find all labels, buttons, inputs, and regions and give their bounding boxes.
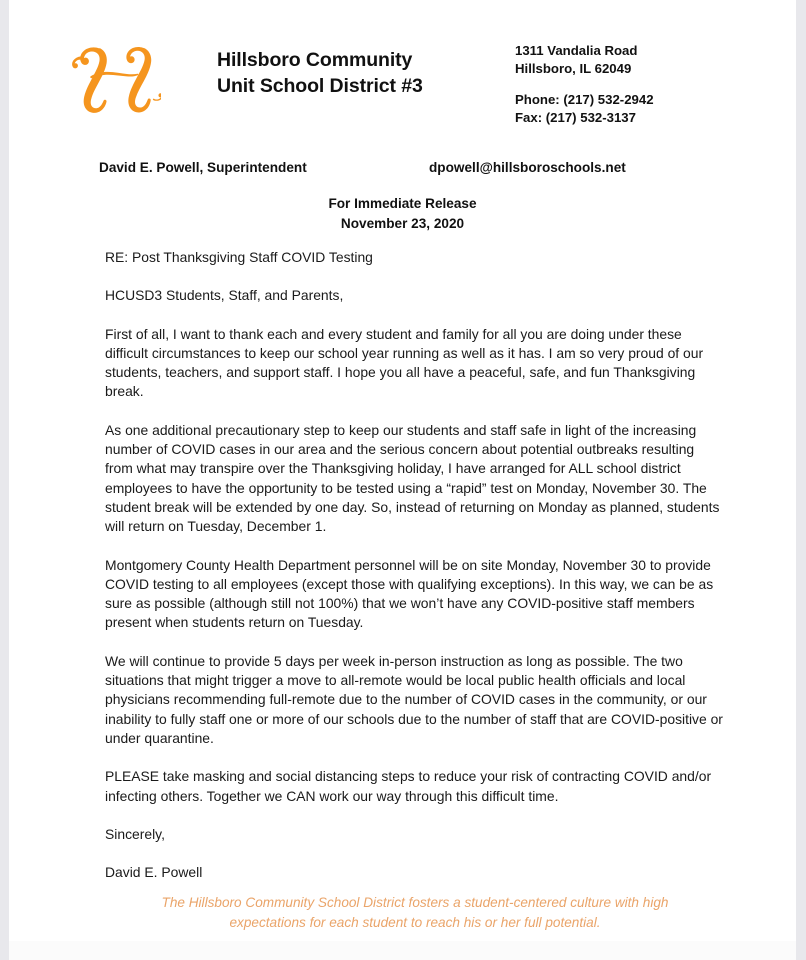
district-tagline-line1: The Hillsboro Community School District fosters a student-centered culture with high <box>161 895 669 910</box>
address-block <box>515 42 654 126</box>
superintendent-email[interactable]: dpowell@hillsboroschools.net <box>429 160 626 175</box>
district-tagline <box>105 893 725 933</box>
address-street: 1311 Vandalia Road <box>515 43 638 58</box>
letterhead <box>9 0 796 140</box>
letter-salutation: HCUSD3 Students, Staff, and Parents, <box>105 287 344 304</box>
letter-paragraph-4: We will continue to provide 5 days per week in-person instruction as long as possible. The two situations that might trigger a move to all-remote would be local public health officials and local physicians recommending full-remote due to the number of COVID cases in the community, or our inability to fully staff one or more of our schools due to the number of staff that are COVID-positive or under quarantine. <box>105 652 723 746</box>
organization-name-line1: Hillsboro Community <box>217 49 413 71</box>
district-tagline-line2: expectations for each student to reach his or her full potential. <box>229 915 601 930</box>
letter-paragraph-5: PLEASE take masking and social distancing steps to reduce your risk of contracting COVID and/or infecting others. Together we CAN work our way through this difficult time. <box>105 768 712 804</box>
address-spacer <box>515 77 654 91</box>
letter-paragraph-2: As one additional precautionary step to keep our students and staff safe in light of the increasing number of COVID cases in our area and the serious concern about potential outbreaks resulting from what may transpire over the Thanksgiving holiday, I have arranged for ALL school district employees to have the opportunity to be tested using a “rapid” test on Monday, November 30. The student break will be extended by one day. So, instead of returning on Monday as planned, students will return on Tuesday, December 1. <box>105 421 720 535</box>
letter-signature-name: David E. Powell <box>105 864 203 881</box>
fax-number: Fax: (217) 532-3137 <box>515 109 636 125</box>
release-heading <box>9 194 796 234</box>
district-h-logo-icon <box>69 34 161 122</box>
letter-paragraph-3: Montgomery County Health Department personnel will be on site Monday, November 30 to provide COVID testing to all employees (except those with qualifying exceptions). In this way, we can be as sure as possible (although still not 100%) that we won’t have any COVID-positive staff members present when students return on Tuesday. <box>105 556 714 631</box>
superintendent-name: David E. Powell, Superintendent <box>99 160 307 175</box>
release-label: For Immediate Release <box>328 196 477 211</box>
letter-paragraph-1: First of all, I want to thank each and every student and family for all you are doing under these difficult circumstances to keep our school year running as well as it has. I am so very proud of our students, teachers, and support staff. I hope you all have a peaceful, safe, and fun Thanksgiving break. <box>105 325 704 400</box>
address-city-state-zip: Hillsboro, IL 62049 <box>515 60 632 76</box>
document-page <box>9 0 796 941</box>
contact-row <box>9 160 796 182</box>
organization-name <box>217 47 423 99</box>
letter-closing: Sincerely, <box>105 825 165 842</box>
organization-name-line2: Unit School District #3 <box>217 75 423 97</box>
letter-subject: RE: Post Thanksgiving Staff COVID Testing <box>105 249 373 265</box>
letter-body <box>105 248 723 901</box>
page-bottom-edge <box>9 941 796 960</box>
release-date: November 23, 2020 <box>340 216 465 231</box>
phone-number: Phone: (217) 532-2942 <box>515 92 654 107</box>
